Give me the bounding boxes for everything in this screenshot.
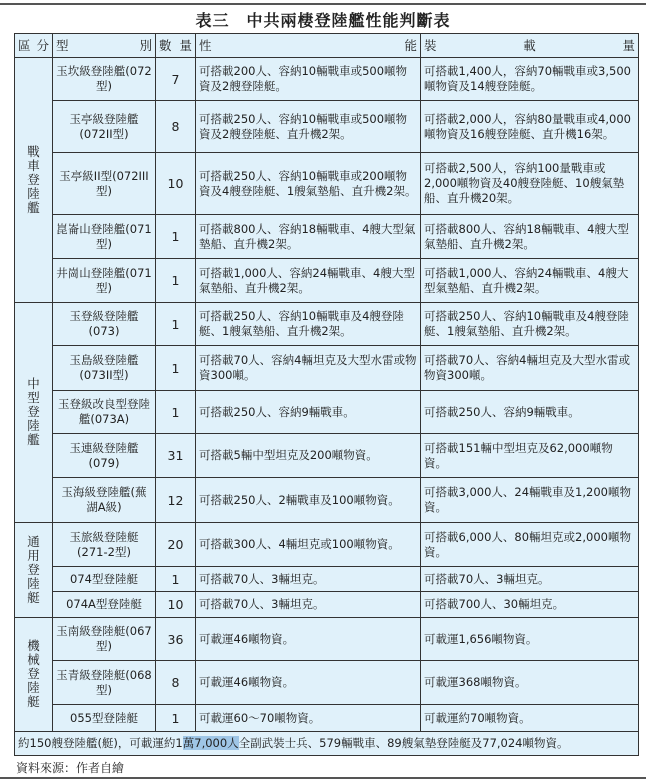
performance-cell: 可搭載250人、容納9輛戰車。 [196,391,421,434]
quantity-cell: 1 [156,215,196,259]
category-label: 中型登陸艦 [27,376,40,447]
performance-cell: 可搭載70人、3輛坦克。 [196,567,421,592]
performance-cell: 可搭載250人、容納10輛戰車或200噸物資及4艘登陸艇、1艘氣墊船、直升機2架。 [196,153,421,215]
top-rule [0,3,646,5]
performance-cell: 可搭載300人、4輛坦克或100噸物資。 [196,523,421,567]
performance-cell: 可載運60～70噸物資。 [196,705,421,732]
table-row [15,346,639,391]
load-cell: 可搭載1,000人、容納24輛戰車、4艘大型氣墊船、直升機2架。 [421,259,639,303]
performance-cell: 可搭載250人、容納10輛戰車或500噸物資及2艘登陸艇、直升機2架。 [196,101,421,153]
type-cell: 074A型登陸艇 [53,592,156,618]
load-cell: 可搭載6,000人、80輛坦克或2,000噸物資。 [421,523,639,567]
table-row [15,478,639,523]
category-label: 戰車登陸艦 [27,143,40,215]
load-cell: 可載運約70噸物資。 [421,705,639,732]
type-cell: 玉坎級登陸艦(072型) [53,58,156,101]
performance-cell: 可載運46噸物資。 [196,618,421,661]
table-row [15,303,639,346]
table-row [15,618,639,661]
header-char: 別 [139,38,152,53]
table-row [15,592,639,618]
header-char: 性 [199,38,212,53]
header-char: 量 [179,38,192,53]
total-text-end: 全副武裝士兵、579輛戰車、89艘氣墊登陸艇及77,024噸物資。 [238,736,569,750]
type-cell: 玉南級登陸艇(067型) [53,618,156,661]
table-title: 表三 中共兩棲登陸艦性能判斷表 [195,11,451,30]
table-row [15,705,639,732]
header-char: 型 [56,38,69,53]
type-cell: 玉亭級登陸艦(072II型) [53,101,156,153]
header-char: 裝 [424,38,437,53]
performance-cell: 可載運46噸物資。 [196,661,421,705]
quantity-cell: 10 [156,592,196,618]
type-cell: 玉登級登陸艦(073) [53,303,156,346]
load-cell: 可搭載250人、容納9輛戰車。 [421,391,639,434]
header-char: 分 [36,38,49,53]
table-row [15,567,639,592]
table-row [15,391,639,434]
performance-cell: 可搭載250人、容納10輛戰車及4艘登陸艇、1艘氣墊船、直升機2架。 [196,303,421,346]
table-row [15,434,639,478]
type-cell: 玉海級登陸艦(蕪湖A級) [53,478,156,523]
header-char: 數 [159,38,172,53]
quantity-cell: 7 [156,58,196,101]
load-cell: 可載運1,656噸物資。 [421,618,639,661]
table-row [15,259,639,303]
total-text-selected[interactable]: 萬7,000人 [182,736,239,750]
type-cell: 玉連級登陸艦(079) [53,434,156,478]
load-cell: 可搭載1,400人，容納70輛戰車或3,500噸物資及14艘登陸艇。 [421,58,639,101]
table-row [15,215,639,259]
quantity-cell: 1 [156,259,196,303]
header-char: 區 [18,38,31,53]
load-cell: 可搭載151輛中型坦克及62,000噸物資。 [421,434,639,478]
header-type [53,34,156,58]
quantity-cell: 36 [156,618,196,661]
load-cell: 可搭載2,000人，容納80量戰車或4,000噸物資及16艘登陸艇、直升機16架。 [421,101,639,153]
header-performance [196,34,421,58]
load-cell: 可載運368噸物資。 [421,661,639,705]
header-char: 量 [622,38,635,53]
table-row [15,523,639,567]
table-row [15,101,639,153]
performance-cell: 可搭載800人、容納18輛戰車、4艘大型氣墊船、直升機2架。 [196,215,421,259]
header-char: 能 [404,38,417,53]
total-row [15,732,639,756]
load-cell: 可搭載250人、容納10輛戰車及4艘登陸艇、1艘氣墊船、直升機2架。 [421,303,639,346]
load-cell: 可搭載2,500人，容納100量戰車或2,000噸物資及40艘登陸艇、10艘氣墊船、直升機20架。 [421,153,639,215]
total-text-start: 約150艘登陸艦(艇)，可載運約1 [18,736,183,750]
table-row [15,58,639,101]
load-cell: 可搭載700人、30輛坦克。 [421,592,639,618]
header-quantity [156,34,196,58]
load-cell: 可搭載70人、3輛坦克。 [421,567,639,592]
header-char: 載 [523,38,536,53]
performance-cell: 可搭載5輛中型坦克及200噸物資。 [196,434,421,478]
type-cell: 玉登級改良型登陸艦(073A) [53,391,156,434]
header-category [15,34,53,58]
type-cell: 崑崙山登陸艦(071型) [53,215,156,259]
type-cell: 井崗山登陸艦(071型) [53,259,156,303]
bottom-rule [0,777,646,779]
table-row [15,661,639,705]
quantity-cell: 10 [156,153,196,215]
quantity-cell: 1 [156,346,196,391]
quantity-cell: 1 [156,303,196,346]
performance-cell: 可搭載200人、容納10輛戰車或500噸物資及2艘登陸艇。 [196,58,421,101]
type-cell: 玉青級登陸艇(068型) [53,661,156,705]
quantity-cell: 1 [156,705,196,732]
type-cell: 玉亭級II型(072III型) [53,153,156,215]
type-cell: 055型登陸艇 [53,705,156,732]
type-cell: 玉旅級登陸艇(271-2型) [53,523,156,567]
quantity-cell: 20 [156,523,196,567]
quantity-cell: 8 [156,101,196,153]
performance-cell: 可搭載250人、2輛戰車及100噸物資。 [196,478,421,523]
category-cell [15,303,53,523]
category-cell [15,523,53,618]
header-row [15,34,639,58]
category-cell [15,58,53,303]
quantity-cell: 1 [156,391,196,434]
header-load [421,34,639,58]
performance-cell: 可搭載70人、容納4輛坦克及大型水雷或物資300噸。 [196,346,421,391]
quantity-cell: 1 [156,567,196,592]
quantity-cell: 31 [156,434,196,478]
source-note: 資料來源：作者自繪 [16,761,125,775]
load-cell: 可搭載800人、容納18輛戰車、4艘大型氣墊船、直升機2架。 [421,215,639,259]
quantity-cell: 8 [156,661,196,705]
load-cell: 可搭載3,000人、24輛戰車及1,200噸物資。 [421,478,639,523]
load-cell: 可搭載70人、容納4輛坦克及大型水雷或物資300噸。 [421,346,639,391]
category-label: 機械登陸艇 [27,638,40,709]
type-cell: 074型登陸艇 [53,567,156,592]
type-cell: 玉島級登陸艦(073II型) [53,346,156,391]
category-cell [15,618,53,732]
landing-ship-table [14,33,639,756]
performance-cell: 可搭載1,000人、容納24輛戰車、4艘大型氣墊船、直升機2架。 [196,259,421,303]
performance-cell: 可搭載70人、3輛坦克。 [196,592,421,618]
quantity-cell: 12 [156,478,196,523]
table-row [15,153,639,215]
total-summary [15,732,639,756]
category-label: 通用登陸艇 [27,533,40,605]
